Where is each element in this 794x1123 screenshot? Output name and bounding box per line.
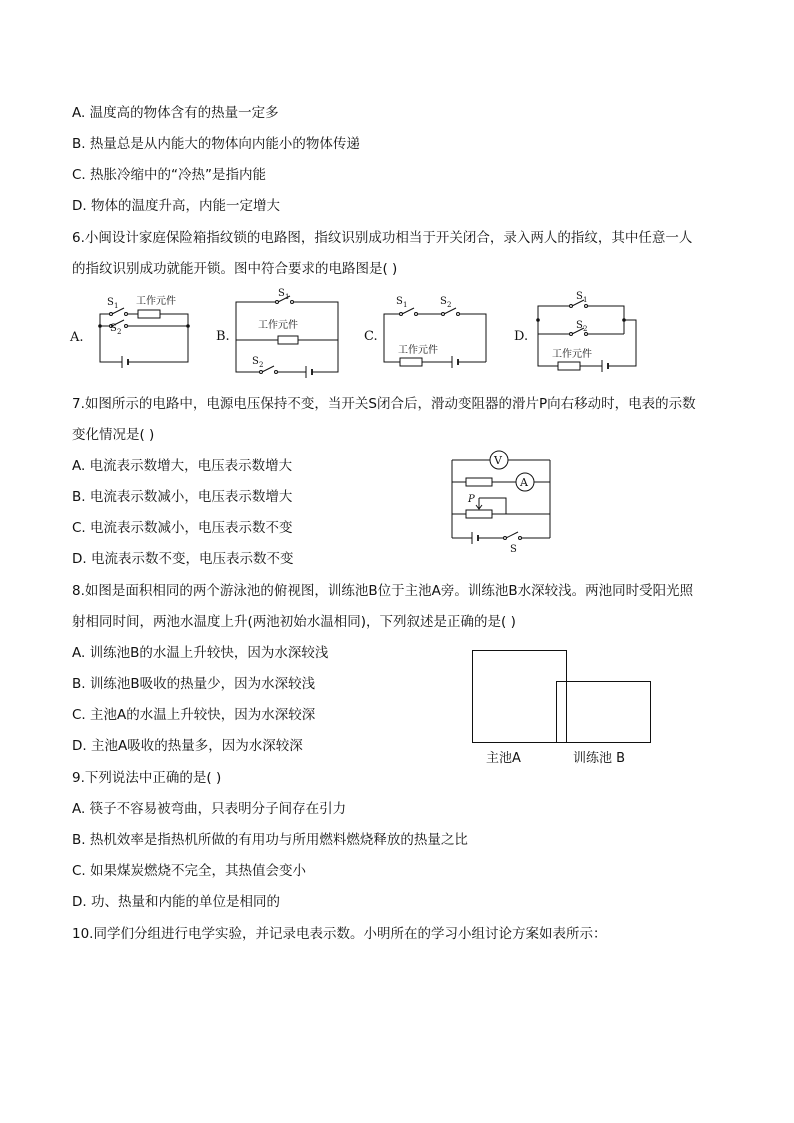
q8-stem-line1: 8.如图是面积相同的两个游泳池的俯视图，训练池B位于主池A旁。训练池B水深较浅。两池同时受阳光照 [72,583,694,599]
ammeter-label: A [520,476,528,489]
q7-stem-line2: 变化情况是( ) [72,427,155,443]
switch-label: S [510,544,517,555]
q9-option-c: C. 如果煤炭燃烧不完全，其热值会变小 [72,863,307,879]
svg-text:工作元件: 工作元件 [258,320,298,331]
training-pool-b [556,681,651,743]
svg-text:1: 1 [285,293,290,301]
q6-stem-line2: 的指纹识别成功就能开锁。图中符合要求的电路图是( ) [72,261,398,277]
svg-text:S: S [110,323,117,334]
q9-option-a: A. 筷子不容易被弯曲，只表明分子间存在引力 [72,801,347,817]
svg-text:S: S [252,356,259,367]
q6-fig-b-label: B. [216,329,230,344]
svg-text:工作元件: 工作元件 [398,345,438,356]
main-pool-a [472,650,567,743]
svg-text:2: 2 [447,301,452,309]
svg-text:S: S [396,296,403,307]
voltmeter-label: V [494,454,502,467]
svg-text:1: 1 [583,296,588,304]
svg-text:2: 2 [259,361,264,369]
svg-text:工作元件: 工作元件 [552,349,592,360]
q7-stem-line1: 7.如图所示的电路中，电源电压保持不变，当开关S闭合后，滑动变阻器的滑片P向右移动时，电表的示数 [72,396,696,412]
q5-option-d: D. 物体的温度升高，内能一定增大 [72,198,280,214]
slider-label: P [468,494,475,505]
svg-text:1: 1 [403,301,408,309]
pool-b-label: 训练池 B [573,751,626,766]
svg-text:S: S [107,297,114,308]
svg-text:2: 2 [117,328,122,336]
q6-stem-line1: 6.小闽设计家庭保险箱指纹锁的电路图，指纹识别成功相当于开关闭合，录入两人的指纹，其中任意一人 [72,230,693,246]
q8-stem-line2: 射相同时间，两池水温度上升(两池初始水温相同)，下列叙述是正确的是( ) [72,614,516,630]
q9-option-d: D. 功、热量和内能的单位是相同的 [72,894,280,910]
q6-figure-a [70,290,200,375]
pool-a-label: 主池A [486,751,521,766]
q9-stem: 9.下列说法中正确的是( ) [72,770,222,786]
q7-option-d: D. 电流表示数不变，电压表示数不变 [72,551,294,567]
q7-option-c: C. 电流表示数减小，电压表示数不变 [72,520,293,536]
q9-option-b: B. 热机效率是指热机所做的有用功与所用燃料燃烧释放的热量之比 [72,832,468,848]
svg-text:S: S [278,288,285,299]
q8-option-a: A. 训练池B的水温上升较快，因为水深较浅 [72,645,329,661]
q6-fig-a-label: A. [70,330,84,345]
q8-option-d: D. 主池A吸收的热量多，因为水深较深 [72,738,303,754]
q5-option-a: A. 温度高的物体含有的热量一定多 [72,105,279,121]
q6-figure-d [514,290,644,378]
q5-option-c: C. 热胀冷缩中的“冷热”是指内能 [72,167,266,183]
q6-fig-c-label: C. [364,329,378,344]
q6-figure-c [364,292,494,377]
svg-text:S: S [576,320,583,331]
q6-fig-d-label: D. [514,329,529,344]
q7-circuit-figure [446,446,556,556]
svg-text:S: S [440,296,447,307]
svg-text:1: 1 [114,302,119,310]
svg-text:2: 2 [583,325,588,333]
q10-stem: 10.同学们分组进行电学实验，并记录电表示数。小明所在的学习小组讨论方案如表所示： [72,926,607,942]
svg-text:工作元件: 工作元件 [136,296,176,307]
q6-figure-b [216,288,351,380]
q5-option-b: B. 热量总是从内能大的物体向内能小的物体传递 [72,136,360,152]
q8-option-b: B. 训练池B吸收的热量少，因为水深较浅 [72,676,316,692]
q7-option-a: A. 电流表示数增大，电压表示数增大 [72,458,293,474]
q7-option-b: B. 电流表示数减小，电压表示数增大 [72,489,293,505]
q8-option-c: C. 主池A的水温上升较快，因为水深较深 [72,707,316,723]
svg-text:S: S [576,291,583,302]
